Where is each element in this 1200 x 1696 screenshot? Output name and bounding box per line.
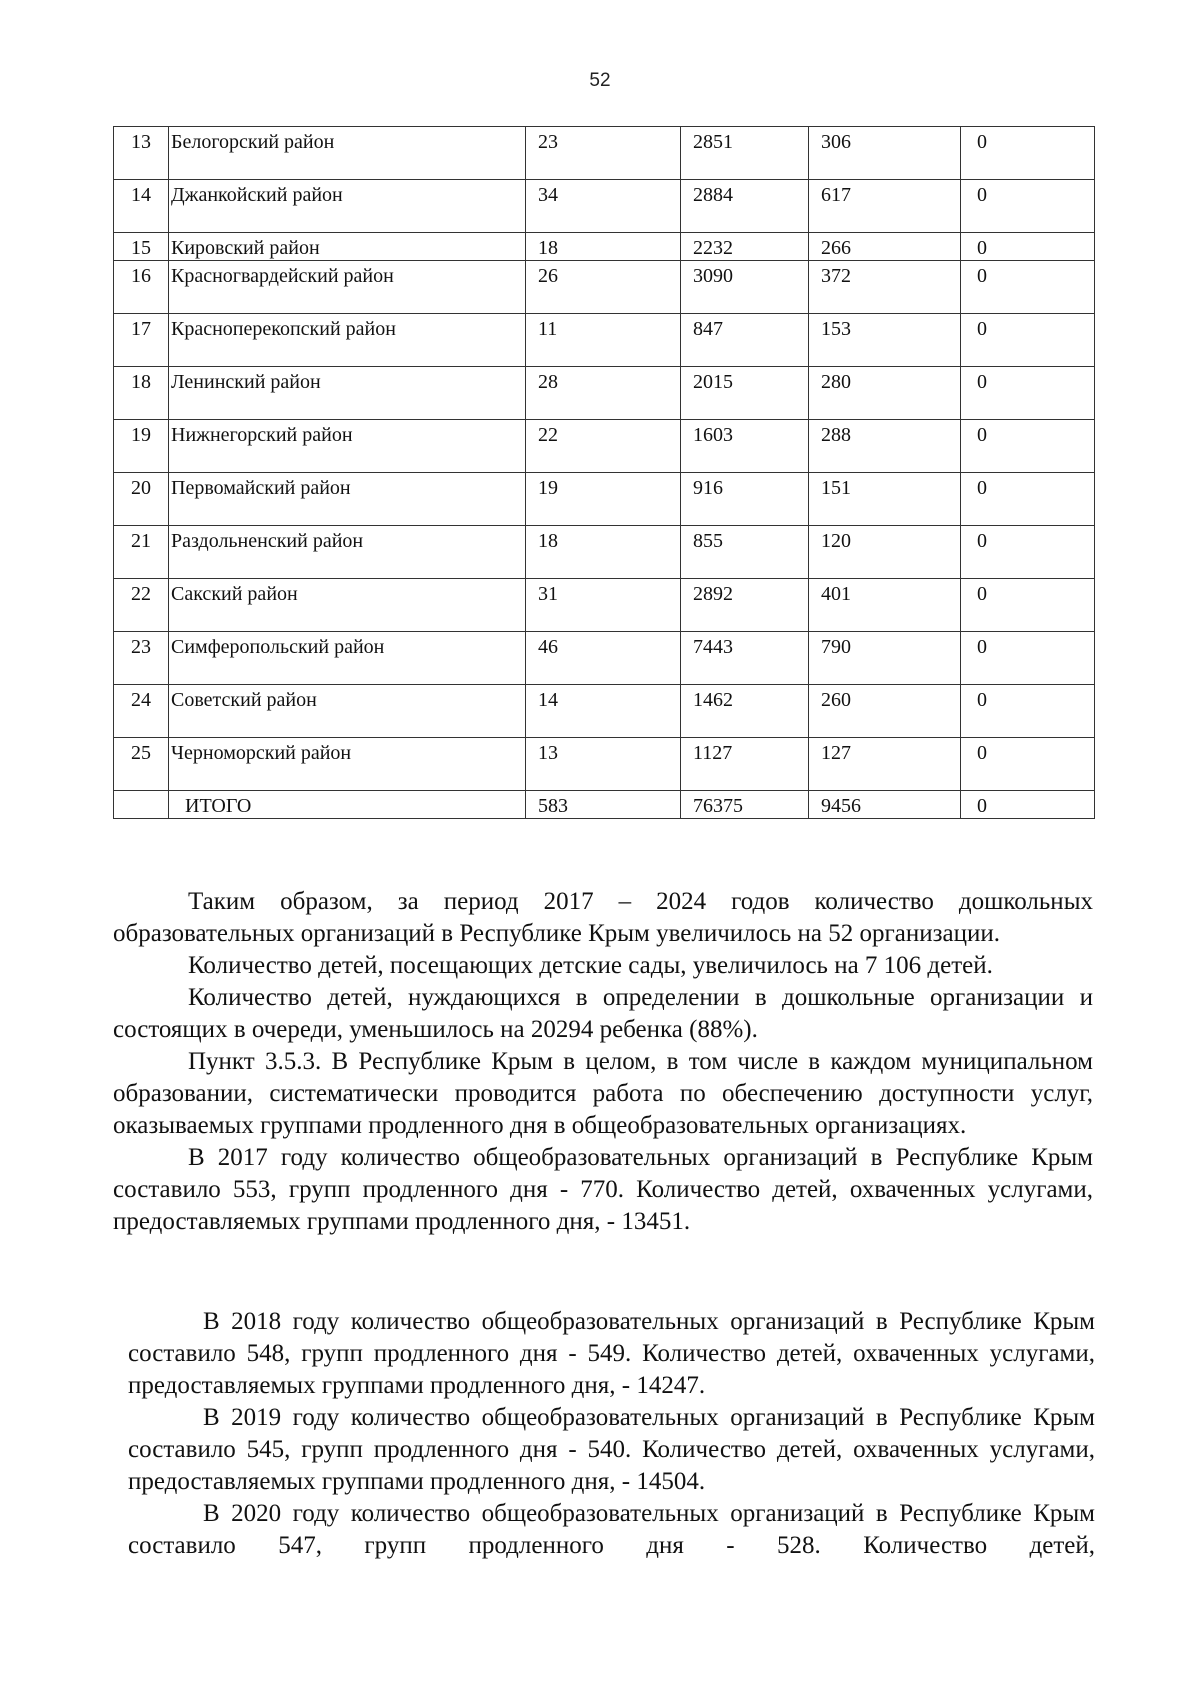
cell-name: Ленинский район [169,367,526,420]
cell-name: Красноперекопский район [169,314,526,367]
cell-v3: 280 [809,367,961,420]
cell-v2: 76375 [681,791,809,819]
cell-v3: 260 [809,685,961,738]
cell-v1: 22 [526,420,681,473]
cell-name: Джанкойский район [169,180,526,233]
cell-name: Советский район [169,685,526,738]
cell-v2: 1462 [681,685,809,738]
paragraph: В 2020 году количество общеобразовательных организаций в Республике Крым составило 547, групп продленного дня - 528. Количество детей, [128,1500,1095,1559]
cell-v2: 847 [681,314,809,367]
table-row [114,261,1095,314]
cell-v2: 2015 [681,367,809,420]
cell-v3: 127 [809,738,961,791]
table-total-row [114,791,1095,819]
cell-v2: 2232 [681,233,809,261]
cell-v2: 916 [681,473,809,526]
cell-v4: 0 [961,127,1095,180]
cell-v2: 855 [681,526,809,579]
cell-name: Нижнегорский район [169,420,526,473]
table-row [114,367,1095,420]
paragraph: Таким образом, за период 2017 – 2024 годов количество дошкольных образовательных организаций в Республике Крым увеличилось на 52 организации. [113,888,1093,947]
cell-num: 16 [114,261,169,314]
cell-v2: 1127 [681,738,809,791]
table-row [114,314,1095,367]
cell-num: 25 [114,738,169,791]
cell-name: Раздольненский район [169,526,526,579]
cell-v4: 0 [961,738,1095,791]
cell-v1: 13 [526,738,681,791]
table-row [114,579,1095,632]
cell-num: 22 [114,579,169,632]
text-block-1 [113,886,1093,1238]
cell-num: 20 [114,473,169,526]
table-row [114,420,1095,473]
table-body [114,127,1095,819]
cell-v3: 790 [809,632,961,685]
cell-num: 17 [114,314,169,367]
paragraph: Пункт 3.5.3. В Республике Крым в целом, в том числе в каждом муниципальном образовании, систематически проводится работа по обеспечению доступности услуг, оказываемых группами продленного дня в общеобразовательных организациях. [113,1048,1093,1139]
cell-v4: 0 [961,314,1095,367]
cell-v1: 11 [526,314,681,367]
table-row [114,473,1095,526]
cell-v1: 583 [526,791,681,819]
cell-num: 23 [114,632,169,685]
cell-v4: 0 [961,685,1095,738]
cell-v4: 0 [961,473,1095,526]
cell-v4: 0 [961,261,1095,314]
paragraph: В 2018 году количество общеобразовательных организаций в Республике Крым составило 548, групп продленного дня - 549. Количество детей, охваченных услугами, предоставляемых группами продленного дня, - 14247. [128,1308,1095,1399]
table-row [114,738,1095,791]
cell-v2: 2884 [681,180,809,233]
table-row [114,526,1095,579]
cell-v4: 0 [961,791,1095,819]
cell-v1: 28 [526,367,681,420]
cell-name: Белогорский район [169,127,526,180]
cell-num: 21 [114,526,169,579]
cell-v1: 26 [526,261,681,314]
cell-v1: 23 [526,127,681,180]
paragraph: Количество детей, нуждающихся в определении в дошкольные организации и состоящих в очереди, уменьшилось на 20294 ребенка (88%). [113,984,1093,1043]
table-row [114,233,1095,261]
cell-v4: 0 [961,420,1095,473]
cell-v4: 0 [961,180,1095,233]
cell-v4: 0 [961,579,1095,632]
cell-v1: 46 [526,632,681,685]
cell-v2: 7443 [681,632,809,685]
cell-v1: 18 [526,233,681,261]
cell-name: Симферопольский район [169,632,526,685]
cell-v3: 153 [809,314,961,367]
paragraph: В 2019 году количество общеобразовательных организаций в Республике Крым составило 545, групп продленного дня - 540. Количество детей, охваченных услугами, предоставляемых группами продленного дня, - 14504. [128,1404,1095,1495]
cell-name: Сакский район [169,579,526,632]
cell-v1: 18 [526,526,681,579]
cell-v3: 9456 [809,791,961,819]
cell-v1: 31 [526,579,681,632]
cell-v4: 0 [961,367,1095,420]
page-number: 52 [589,70,611,91]
table-row [114,632,1095,685]
table-row [114,180,1095,233]
cell-v4: 0 [961,233,1095,261]
table-row [114,127,1095,180]
cell-name: Кировский район [169,233,526,261]
cell-v3: 401 [809,579,961,632]
cell-num: 15 [114,233,169,261]
cell-v4: 0 [961,526,1095,579]
districts-table [113,126,1095,819]
cell-v1: 19 [526,473,681,526]
cell-num: 19 [114,420,169,473]
table-row [114,685,1095,738]
cell-v4: 0 [961,632,1095,685]
cell-num [114,791,169,819]
cell-v3: 151 [809,473,961,526]
cell-name: Первомайский район [169,473,526,526]
cell-v3: 288 [809,420,961,473]
cell-v3: 617 [809,180,961,233]
cell-name: ИТОГО [169,791,526,819]
cell-v2: 1603 [681,420,809,473]
cell-v1: 34 [526,180,681,233]
cell-num: 18 [114,367,169,420]
cell-v3: 266 [809,233,961,261]
paragraph: В 2017 году количество общеобразовательных организаций в Республике Крым составило 553, групп продленного дня - 770. Количество детей, охваченных услугами, предоставляемых группами продленного дня, - 13451. [113,1144,1093,1235]
cell-v3: 120 [809,526,961,579]
cell-name: Черноморский район [169,738,526,791]
text-block-2 [128,1306,1095,1562]
cell-v2: 2892 [681,579,809,632]
cell-v2: 3090 [681,261,809,314]
cell-num: 14 [114,180,169,233]
paragraph: Количество детей, посещающих детские сады, увеличилось на 7 106 детей. [188,952,993,979]
cell-v3: 306 [809,127,961,180]
cell-num: 13 [114,127,169,180]
cell-v1: 14 [526,685,681,738]
cell-name: Красногвардейский район [169,261,526,314]
cell-v3: 372 [809,261,961,314]
cell-num: 24 [114,685,169,738]
cell-v2: 2851 [681,127,809,180]
